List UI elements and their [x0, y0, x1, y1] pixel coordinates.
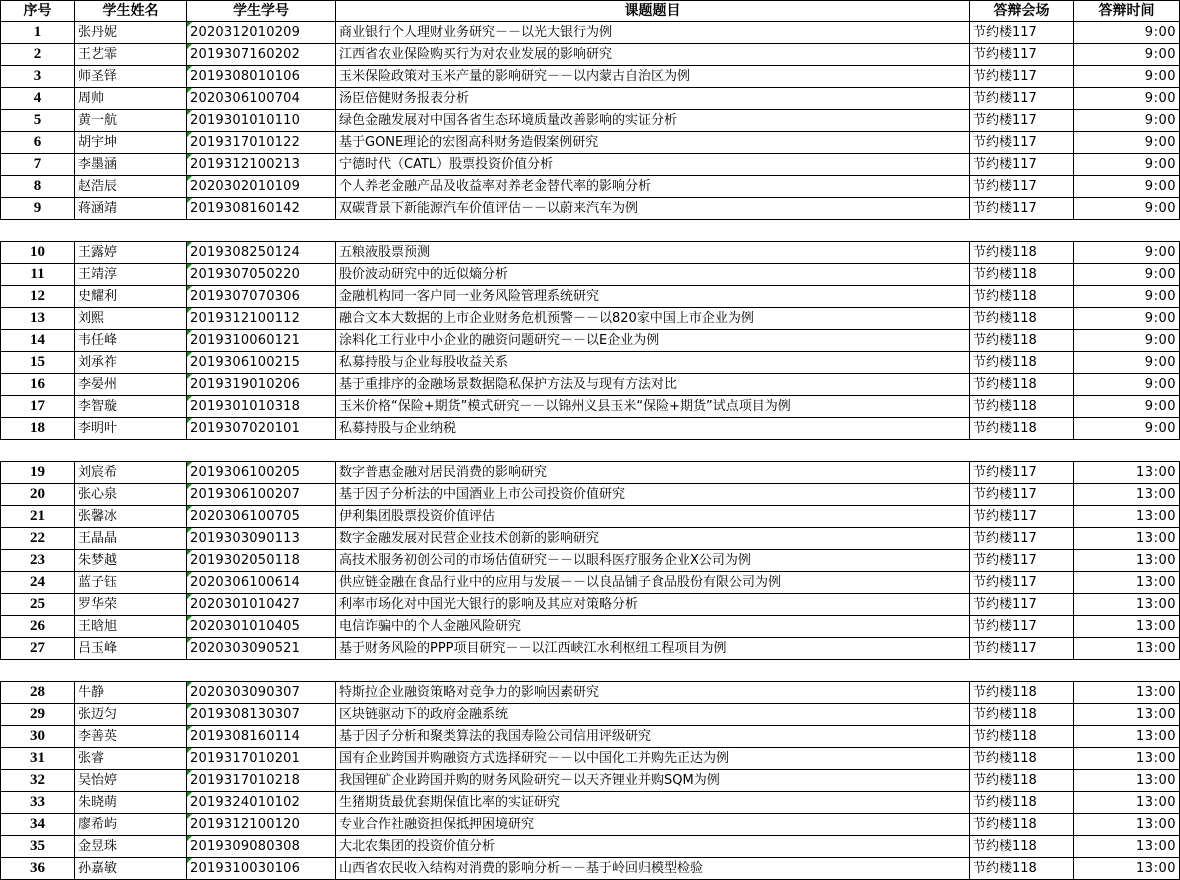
- cell-time[interactable]: 9:00: [1074, 374, 1180, 396]
- cell-topic[interactable]: 专业合作社融资担保抵押困境研究: [336, 814, 970, 836]
- group-separator-row: [1, 660, 1180, 682]
- cell-name[interactable]: 廖希屿: [75, 814, 187, 836]
- cell-student-id[interactable]: 2019312100213: [187, 154, 336, 176]
- cell-student-id[interactable]: 2019302050118: [187, 550, 336, 572]
- cell-seq[interactable]: 29: [1, 704, 75, 726]
- cell-seq[interactable]: 28: [1, 682, 75, 704]
- cell-name[interactable]: 张丹妮: [75, 22, 187, 44]
- cell-student-id[interactable]: 2019317010201: [187, 748, 336, 770]
- cell-student-id[interactable]: 2019317010122: [187, 132, 336, 154]
- cell-topic[interactable]: 基于因子分析法的中国酒业上市公司投资价值研究: [336, 484, 970, 506]
- cell-venue[interactable]: 节约楼118: [970, 396, 1074, 418]
- cell-name[interactable]: 刘承祚: [75, 352, 187, 374]
- cell-topic[interactable]: 玉米价格“保险+期货”模式研究－－以锦州义县玉米“保险+期货”试点项目为例: [336, 396, 970, 418]
- cell-topic[interactable]: 涂料化工行业中小企业的融资问题研究－－以E企业为例: [336, 330, 970, 352]
- cell-seq[interactable]: 8: [1, 176, 75, 198]
- cell-seq[interactable]: 31: [1, 748, 75, 770]
- cell-name[interactable]: 牛静: [75, 682, 187, 704]
- cell-seq[interactable]: 5: [1, 110, 75, 132]
- cell-topic[interactable]: 宁德时代（CATL）股票投资价值分析: [336, 154, 970, 176]
- cell-student-id[interactable]: 2020301010427: [187, 594, 336, 616]
- table-row: [1, 176, 1180, 198]
- cell-topic[interactable]: 供应链金融在食品行业中的应用与发展－－以良品铺子食品股份有限公司为例: [336, 572, 970, 594]
- table-row: [1, 616, 1180, 638]
- cell-time[interactable]: 13:00: [1074, 770, 1180, 792]
- cell-name[interactable]: 史耀利: [75, 286, 187, 308]
- cell-seq[interactable]: 17: [1, 396, 75, 418]
- cell-student-id[interactable]: 2019324010102: [187, 792, 336, 814]
- cell-student-id[interactable]: 2019309080308: [187, 836, 336, 858]
- cell-name[interactable]: 吕玉峰: [75, 638, 187, 660]
- cell-topic[interactable]: 区块链驱动下的政府金融系统: [336, 704, 970, 726]
- cell-seq[interactable]: 6: [1, 132, 75, 154]
- cell-name[interactable]: 罗华荣: [75, 594, 187, 616]
- table-row: [1, 770, 1180, 792]
- cell-name[interactable]: 李善英: [75, 726, 187, 748]
- cell-time[interactable]: 9:00: [1074, 418, 1180, 440]
- cell-time[interactable]: 13:00: [1074, 814, 1180, 836]
- cell-time[interactable]: 9:00: [1074, 110, 1180, 132]
- empty-cell[interactable]: [1, 220, 1180, 242]
- table-row: [1, 484, 1180, 506]
- cell-seq[interactable]: 15: [1, 352, 75, 374]
- header-topic[interactable]: 课题题目: [336, 1, 970, 22]
- table-row: [1, 682, 1180, 704]
- table-row: [1, 352, 1180, 374]
- cell-time[interactable]: 13:00: [1074, 704, 1180, 726]
- cell-name[interactable]: 王晶晶: [75, 528, 187, 550]
- table-row: [1, 704, 1180, 726]
- cell-seq[interactable]: 22: [1, 528, 75, 550]
- cell-topic[interactable]: 基于财务风险的PPP项目研究－－以江西峡江水利枢纽工程项目为例: [336, 638, 970, 660]
- cell-student-id[interactable]: 2020306100705: [187, 506, 336, 528]
- cell-venue[interactable]: 节约楼117: [970, 132, 1074, 154]
- cell-time[interactable]: 9:00: [1074, 286, 1180, 308]
- table-row: [1, 506, 1180, 528]
- cell-time[interactable]: 9:00: [1074, 198, 1180, 220]
- table-row: [1, 638, 1180, 660]
- cell-student-id[interactable]: 2019301010110: [187, 110, 336, 132]
- cell-topic[interactable]: 基于重排序的金融场景数据隐私保护方法及与现有方法对比: [336, 374, 970, 396]
- cell-student-id[interactable]: 2020303090521: [187, 638, 336, 660]
- cell-venue[interactable]: 节约楼118: [970, 858, 1074, 880]
- cell-name[interactable]: 胡宇坤: [75, 132, 187, 154]
- cell-time[interactable]: 13:00: [1074, 858, 1180, 880]
- cell-student-id[interactable]: 2019308010106: [187, 66, 336, 88]
- cell-topic[interactable]: 五粮液股票预测: [336, 242, 970, 264]
- cell-student-id[interactable]: 2020306100614: [187, 572, 336, 594]
- cell-time[interactable]: 9:00: [1074, 176, 1180, 198]
- cell-venue[interactable]: 节约楼118: [970, 286, 1074, 308]
- cell-name[interactable]: 张心泉: [75, 484, 187, 506]
- cell-venue[interactable]: 节约楼117: [970, 154, 1074, 176]
- cell-venue[interactable]: 节约楼117: [970, 88, 1074, 110]
- cell-topic[interactable]: 金融机构同一客户同一业务风险管理系统研究: [336, 286, 970, 308]
- cell-topic[interactable]: 利率市场化对中国光大银行的影响及其应对策略分析: [336, 594, 970, 616]
- cell-seq[interactable]: 19: [1, 462, 75, 484]
- cell-student-id[interactable]: 2020302010109: [187, 176, 336, 198]
- cell-name[interactable]: 吴怡婷: [75, 770, 187, 792]
- cell-student-id[interactable]: 2019308160114: [187, 726, 336, 748]
- cell-name[interactable]: 李明叶: [75, 418, 187, 440]
- cell-student-id[interactable]: 2019308160142: [187, 198, 336, 220]
- cell-seq[interactable]: 25: [1, 594, 75, 616]
- table-row: [1, 858, 1180, 880]
- cell-time[interactable]: 9:00: [1074, 132, 1180, 154]
- cell-seq[interactable]: 13: [1, 308, 75, 330]
- cell-venue[interactable]: 节约楼118: [970, 836, 1074, 858]
- cell-time[interactable]: 13:00: [1074, 572, 1180, 594]
- cell-student-id[interactable]: 2019310060121: [187, 330, 336, 352]
- cell-student-id[interactable]: 2019307050220: [187, 264, 336, 286]
- cell-venue[interactable]: 节约楼117: [970, 110, 1074, 132]
- cell-topic[interactable]: 基于GONE理论的宏图高科财务造假案例研究: [336, 132, 970, 154]
- cell-venue[interactable]: 节约楼118: [970, 308, 1074, 330]
- cell-time[interactable]: 9:00: [1074, 44, 1180, 66]
- cell-time[interactable]: 9:00: [1074, 154, 1180, 176]
- cell-topic[interactable]: 数字金融发展对民营企业技术创新的影响研究: [336, 528, 970, 550]
- cell-student-id[interactable]: 2020306100704: [187, 88, 336, 110]
- cell-name[interactable]: 周帅: [75, 88, 187, 110]
- cell-venue[interactable]: 节约楼118: [970, 770, 1074, 792]
- cell-venue[interactable]: 节约楼117: [970, 616, 1074, 638]
- cell-topic[interactable]: 汤臣倍健财务报表分析: [336, 88, 970, 110]
- cell-name[interactable]: 韦任峰: [75, 330, 187, 352]
- cell-student-id[interactable]: 2020312010209: [187, 22, 336, 44]
- cell-student-id[interactable]: 2019307160202: [187, 44, 336, 66]
- cell-topic[interactable]: 股价波动研究中的近似熵分析: [336, 264, 970, 286]
- cell-seq[interactable]: 21: [1, 506, 75, 528]
- table-body: [1, 22, 1180, 880]
- table-row: [1, 748, 1180, 770]
- cell-seq[interactable]: 2: [1, 44, 75, 66]
- cell-topic[interactable]: 生猪期货最优套期保值比率的实证研究: [336, 792, 970, 814]
- cell-topic[interactable]: 伊利集团股票投资价值评估: [336, 506, 970, 528]
- cell-time[interactable]: 13:00: [1074, 792, 1180, 814]
- cell-name[interactable]: 朱梦越: [75, 550, 187, 572]
- cell-seq[interactable]: 20: [1, 484, 75, 506]
- cell-time[interactable]: 13:00: [1074, 550, 1180, 572]
- cell-seq[interactable]: 30: [1, 726, 75, 748]
- cell-name[interactable]: 刘宸希: [75, 462, 187, 484]
- cell-time[interactable]: 13:00: [1074, 616, 1180, 638]
- header-venue[interactable]: 答辩会场: [970, 1, 1074, 22]
- empty-cell[interactable]: [1, 440, 1180, 462]
- cell-topic[interactable]: 我国锂矿企业跨国并购的财务风险研究－以天齐锂业并购SQM为例: [336, 770, 970, 792]
- cell-venue[interactable]: 节约楼117: [970, 176, 1074, 198]
- table-row: [1, 132, 1180, 154]
- group-separator-row: [1, 440, 1180, 462]
- table-row: [1, 836, 1180, 858]
- cell-venue[interactable]: 节约楼117: [970, 44, 1074, 66]
- cell-student-id[interactable]: 2019319010206: [187, 374, 336, 396]
- cell-seq[interactable]: 18: [1, 418, 75, 440]
- cell-name[interactable]: 黄一航: [75, 110, 187, 132]
- cell-student-id[interactable]: 2019308250124: [187, 242, 336, 264]
- header-row: [1, 1, 1180, 22]
- cell-venue[interactable]: 节约楼118: [970, 242, 1074, 264]
- cell-name[interactable]: 李墨涵: [75, 154, 187, 176]
- table-row: [1, 286, 1180, 308]
- table-row: [1, 308, 1180, 330]
- cell-venue[interactable]: 节约楼118: [970, 704, 1074, 726]
- cell-student-id[interactable]: 2019312100120: [187, 814, 336, 836]
- cell-name[interactable]: 王艺霏: [75, 44, 187, 66]
- cell-seq[interactable]: 27: [1, 638, 75, 660]
- cell-name[interactable]: 师圣铎: [75, 66, 187, 88]
- cell-venue[interactable]: 节约楼117: [970, 66, 1074, 88]
- cell-time[interactable]: 13:00: [1074, 506, 1180, 528]
- cell-name[interactable]: 孙嘉敏: [75, 858, 187, 880]
- cell-name[interactable]: 李智璇: [75, 396, 187, 418]
- cell-seq[interactable]: 33: [1, 792, 75, 814]
- cell-time[interactable]: 13:00: [1074, 682, 1180, 704]
- group-separator-row: [1, 220, 1180, 242]
- cell-venue[interactable]: 节约楼117: [970, 594, 1074, 616]
- cell-student-id[interactable]: 2019306100207: [187, 484, 336, 506]
- header-sid[interactable]: 学生学号: [187, 1, 336, 22]
- table-row: [1, 814, 1180, 836]
- table-row: [1, 792, 1180, 814]
- cell-seq[interactable]: 11: [1, 264, 75, 286]
- cell-seq[interactable]: 35: [1, 836, 75, 858]
- cell-time[interactable]: 9:00: [1074, 308, 1180, 330]
- cell-name[interactable]: 王靖淳: [75, 264, 187, 286]
- table-row: [1, 550, 1180, 572]
- cell-seq[interactable]: 1: [1, 22, 75, 44]
- cell-student-id[interactable]: 2020303090307: [187, 682, 336, 704]
- cell-name[interactable]: 张迈匀: [75, 704, 187, 726]
- cell-name[interactable]: 蓝子钰: [75, 572, 187, 594]
- cell-name[interactable]: 张馨冰: [75, 506, 187, 528]
- cell-topic[interactable]: 电信诈骗中的个人金融风险研究: [336, 616, 970, 638]
- cell-time[interactable]: 9:00: [1074, 264, 1180, 286]
- cell-name[interactable]: 王露婷: [75, 242, 187, 264]
- cell-name[interactable]: 朱晓萌: [75, 792, 187, 814]
- cell-topic[interactable]: 山西省农民收入结构对消费的影响分析－－基于岭回归模型检验: [336, 858, 970, 880]
- cell-time[interactable]: 13:00: [1074, 462, 1180, 484]
- table-row: [1, 22, 1180, 44]
- cell-venue[interactable]: 节约楼117: [970, 462, 1074, 484]
- cell-student-id[interactable]: 2020301010405: [187, 616, 336, 638]
- cell-seq[interactable]: 26: [1, 616, 75, 638]
- cell-seq[interactable]: 16: [1, 374, 75, 396]
- cell-venue[interactable]: 节约楼118: [970, 330, 1074, 352]
- cell-name[interactable]: 张睿: [75, 748, 187, 770]
- table-row: [1, 528, 1180, 550]
- cell-seq[interactable]: 36: [1, 858, 75, 880]
- cell-venue[interactable]: 节约楼118: [970, 814, 1074, 836]
- table-row: [1, 66, 1180, 88]
- cell-topic[interactable]: 双碳背景下新能源汽车价值评估－－以蔚来汽车为例: [336, 198, 970, 220]
- cell-time[interactable]: 9:00: [1074, 88, 1180, 110]
- table-row: [1, 418, 1180, 440]
- cell-venue[interactable]: 节约楼117: [970, 638, 1074, 660]
- cell-topic[interactable]: 玉米保险政策对玉米产量的影响研究－－以内蒙古自治区为例: [336, 66, 970, 88]
- cell-name[interactable]: 赵浩辰: [75, 176, 187, 198]
- cell-topic[interactable]: 数字普惠金融对居民消费的影响研究: [336, 462, 970, 484]
- cell-name[interactable]: 王晗旭: [75, 616, 187, 638]
- cell-time[interactable]: 9:00: [1074, 396, 1180, 418]
- cell-venue[interactable]: 节约楼117: [970, 550, 1074, 572]
- header-seq[interactable]: 序号: [1, 1, 75, 22]
- table-row: [1, 594, 1180, 616]
- table-row: [1, 330, 1180, 352]
- cell-topic[interactable]: 个人养老金融产品及收益率对养老金替代率的影响分析: [336, 176, 970, 198]
- cell-topic[interactable]: 绿色金融发展对中国各省生态环境质量改善影响的实证分析: [336, 110, 970, 132]
- cell-time[interactable]: 13:00: [1074, 748, 1180, 770]
- cell-venue[interactable]: 节约楼118: [970, 748, 1074, 770]
- cell-seq[interactable]: 4: [1, 88, 75, 110]
- table-row: [1, 110, 1180, 132]
- header-name[interactable]: 学生姓名: [75, 1, 187, 22]
- cell-seq[interactable]: 12: [1, 286, 75, 308]
- cell-venue[interactable]: 节约楼117: [970, 22, 1074, 44]
- cell-time[interactable]: 9:00: [1074, 242, 1180, 264]
- header-time[interactable]: 答辩时间: [1074, 1, 1180, 22]
- cell-topic[interactable]: 融合文本大数据的上市企业财务危机预警－－以820家中国上市企业为例: [336, 308, 970, 330]
- cell-topic[interactable]: 私募持股与企业纳税: [336, 418, 970, 440]
- table-row: [1, 374, 1180, 396]
- cell-seq[interactable]: 7: [1, 154, 75, 176]
- cell-venue[interactable]: 节约楼118: [970, 682, 1074, 704]
- cell-time[interactable]: 9:00: [1074, 330, 1180, 352]
- cell-seq[interactable]: 32: [1, 770, 75, 792]
- table-row: [1, 396, 1180, 418]
- table-row: [1, 242, 1180, 264]
- cell-name[interactable]: 李晏州: [75, 374, 187, 396]
- cell-time[interactable]: 13:00: [1074, 528, 1180, 550]
- cell-name[interactable]: 蒋涵靖: [75, 198, 187, 220]
- cell-time[interactable]: 13:00: [1074, 484, 1180, 506]
- cell-venue[interactable]: 节约楼118: [970, 352, 1074, 374]
- cell-time[interactable]: 9:00: [1074, 22, 1180, 44]
- cell-venue[interactable]: 节约楼118: [970, 374, 1074, 396]
- cell-topic[interactable]: 国有企业跨国并购融资方式选择研究－－以中国化工并购先正达为例: [336, 748, 970, 770]
- cell-topic[interactable]: 私募持股与企业每股收益关系: [336, 352, 970, 374]
- cell-venue[interactable]: 节约楼118: [970, 264, 1074, 286]
- cell-venue[interactable]: 节约楼117: [970, 506, 1074, 528]
- cell-student-id[interactable]: 2019303090113: [187, 528, 336, 550]
- cell-student-id[interactable]: 2019308130307: [187, 704, 336, 726]
- table-row: [1, 88, 1180, 110]
- cell-venue[interactable]: 节约楼117: [970, 528, 1074, 550]
- cell-topic[interactable]: 大北农集团的投资价值分析: [336, 836, 970, 858]
- cell-student-id[interactable]: 2019306100205: [187, 462, 336, 484]
- cell-student-id[interactable]: 2019301010318: [187, 396, 336, 418]
- cell-venue[interactable]: 节约楼118: [970, 792, 1074, 814]
- cell-seq[interactable]: 10: [1, 242, 75, 264]
- cell-topic[interactable]: 基于因子分析和聚类算法的我国寿险公司信用评级研究: [336, 726, 970, 748]
- empty-cell[interactable]: [1, 660, 1180, 682]
- cell-topic[interactable]: 高技术服务初创公司的市场估值研究－－以眼科医疗服务企业X公司为例: [336, 550, 970, 572]
- cell-student-id[interactable]: 2019317010218: [187, 770, 336, 792]
- cell-seq[interactable]: 24: [1, 572, 75, 594]
- cell-student-id[interactable]: 2019307070306: [187, 286, 336, 308]
- table-row: [1, 572, 1180, 594]
- table-row: [1, 198, 1180, 220]
- cell-student-id[interactable]: 2019307020101: [187, 418, 336, 440]
- cell-topic[interactable]: 商业银行个人理财业务研究－－以光大银行为例: [336, 22, 970, 44]
- table-row: [1, 264, 1180, 286]
- cell-student-id[interactable]: 2019306100215: [187, 352, 336, 374]
- cell-time[interactable]: 13:00: [1074, 638, 1180, 660]
- cell-time[interactable]: 9:00: [1074, 352, 1180, 374]
- cell-venue[interactable]: 节约楼117: [970, 198, 1074, 220]
- cell-time[interactable]: 13:00: [1074, 836, 1180, 858]
- cell-name[interactable]: 刘熙: [75, 308, 187, 330]
- cell-topic[interactable]: 江西省农业保险购买行为对农业发展的影响研究: [336, 44, 970, 66]
- cell-seq[interactable]: 9: [1, 198, 75, 220]
- cell-seq[interactable]: 34: [1, 814, 75, 836]
- table-row: [1, 44, 1180, 66]
- cell-seq[interactable]: 3: [1, 66, 75, 88]
- cell-topic[interactable]: 特斯拉企业融资策略对竞争力的影响因素研究: [336, 682, 970, 704]
- cell-time[interactable]: 13:00: [1074, 594, 1180, 616]
- cell-seq[interactable]: 14: [1, 330, 75, 352]
- table-row: [1, 726, 1180, 748]
- cell-seq[interactable]: 23: [1, 550, 75, 572]
- cell-venue[interactable]: 节约楼117: [970, 484, 1074, 506]
- cell-time[interactable]: 9:00: [1074, 66, 1180, 88]
- cell-student-id[interactable]: 2019312100112: [187, 308, 336, 330]
- cell-name[interactable]: 金昱珠: [75, 836, 187, 858]
- cell-venue[interactable]: 节约楼117: [970, 572, 1074, 594]
- cell-venue[interactable]: 节约楼118: [970, 418, 1074, 440]
- table-row: [1, 154, 1180, 176]
- cell-venue[interactable]: 节约楼118: [970, 726, 1074, 748]
- table-row: [1, 462, 1180, 484]
- cell-time[interactable]: 13:00: [1074, 726, 1180, 748]
- cell-student-id[interactable]: 2019310030106: [187, 858, 336, 880]
